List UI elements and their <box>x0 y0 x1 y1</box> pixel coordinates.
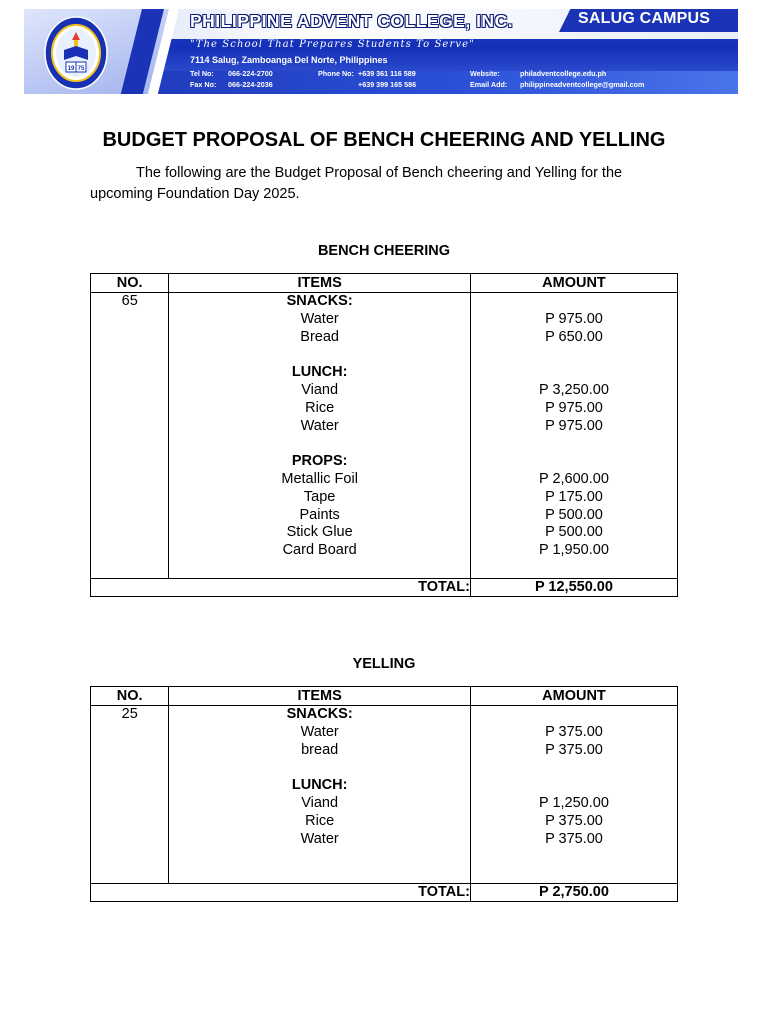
item-name: Rice <box>305 399 335 416</box>
intro-paragraph: The following are the Budget Proposal of Bench cheering and Yelling for the upcoming Foundation Day 2025. <box>90 165 623 202</box>
column-header-amount: AMOUNT <box>470 274 677 293</box>
website-value: philadventcollege.edu.ph <box>520 69 607 78</box>
total-label: TOTAL: <box>91 884 471 902</box>
bench-cheering-title: BENCH CHEERING <box>317 243 451 259</box>
item-name: Metallic Foil <box>281 470 358 487</box>
category-snacks: SNACKS: <box>286 706 353 722</box>
item-amount: P 375.00 <box>545 812 603 829</box>
college-name: PHILIPPINE ADVENT COLLEGE, INC. <box>190 11 514 31</box>
email-value: philippineadventcollege@gmail.com <box>520 80 645 89</box>
bench-cheering-table <box>90 273 678 597</box>
item-amount: P 375.00 <box>545 830 603 847</box>
item-name: Viand <box>301 381 339 398</box>
item-name: Viand <box>301 794 339 811</box>
phone-label: Phone No: <box>318 69 354 78</box>
table-header-row <box>91 687 678 706</box>
website-label: Website: <box>470 69 500 78</box>
column-header-no: NO. <box>91 687 169 706</box>
tel-number: 066-224-2700 <box>228 69 273 78</box>
column-header-items: ITEMS <box>169 687 471 706</box>
total-row <box>91 884 678 902</box>
total-label: TOTAL: <box>91 579 471 597</box>
item-name: Stick Glue <box>286 524 353 541</box>
seal-year-right: 75 <box>77 66 85 72</box>
phone-number-2: +639 399 165 586 <box>358 80 417 89</box>
yelling-title: YELLING <box>352 656 416 672</box>
email-label: Email Add: <box>470 80 508 89</box>
item-name: Paints <box>299 506 340 523</box>
category-props: PROPS: <box>291 453 348 470</box>
item-amount: P 2,600.00 <box>539 470 609 487</box>
participant-count: 25 <box>91 706 169 884</box>
total-row <box>91 579 678 597</box>
item-amount: P 1,950.00 <box>539 542 609 559</box>
total-amount: P 12,550.00 <box>470 579 677 597</box>
item-name: Bread <box>300 328 339 345</box>
amounts-cell <box>470 706 677 884</box>
column-header-amount: AMOUNT <box>470 687 677 706</box>
item-amount: P 975.00 <box>545 310 603 327</box>
table-row <box>91 293 678 579</box>
college-address: 7114 Salug, Zamboanga Del Norte, Philippines <box>190 55 388 65</box>
amounts-cell <box>470 293 677 579</box>
item-amount: P 1,250.00 <box>539 794 609 811</box>
item-name: Water <box>300 310 339 327</box>
tel-label: Tel No: <box>190 69 214 78</box>
participant-count: 65 <box>91 293 169 579</box>
item-amount: P 975.00 <box>545 417 603 434</box>
item-amount: P 500.00 <box>545 524 603 541</box>
table-row <box>91 706 678 884</box>
item-name: Water <box>300 830 339 847</box>
item-amount: P 175.00 <box>545 488 603 505</box>
category-lunch: LUNCH: <box>291 364 348 381</box>
item-amount: P 375.00 <box>545 723 603 740</box>
college-seal-logo <box>44 16 108 90</box>
items-cell <box>169 706 471 884</box>
campus-name: SALUG CAMPUS <box>578 10 711 27</box>
item-name: bread <box>301 741 339 758</box>
item-name: Water <box>300 417 339 434</box>
phone-number-1: +639 361 116 589 <box>358 69 416 78</box>
items-cell <box>169 293 471 579</box>
document-title: BUDGET PROPOSAL OF BENCH CHEERING AND YELLING <box>102 129 666 151</box>
college-motto: "The School That Prepares Students To Serve" <box>190 39 475 50</box>
category-lunch: LUNCH: <box>291 777 348 794</box>
item-name: Tape <box>303 488 336 505</box>
fax-number: 066-224-2036 <box>228 80 273 89</box>
item-amount: P 375.00 <box>545 741 603 758</box>
column-header-no: NO. <box>91 274 169 293</box>
column-header-items: ITEMS <box>169 274 471 293</box>
seal-year-left: 19 <box>67 66 75 72</box>
item-name: Card Board <box>282 542 357 559</box>
item-name: Rice <box>305 812 335 829</box>
item-amount: P 975.00 <box>545 399 603 416</box>
category-snacks: SNACKS: <box>286 293 353 309</box>
item-name: Water <box>300 723 339 740</box>
table-header-row <box>91 274 678 293</box>
fax-label: Fax No: <box>190 80 217 89</box>
item-amount: P 650.00 <box>545 328 603 345</box>
total-amount: P 2,750.00 <box>470 884 677 902</box>
item-amount: P 3,250.00 <box>539 381 609 398</box>
yelling-table <box>90 686 678 902</box>
letterhead-banner <box>24 9 738 94</box>
item-amount: P 500.00 <box>545 506 603 523</box>
